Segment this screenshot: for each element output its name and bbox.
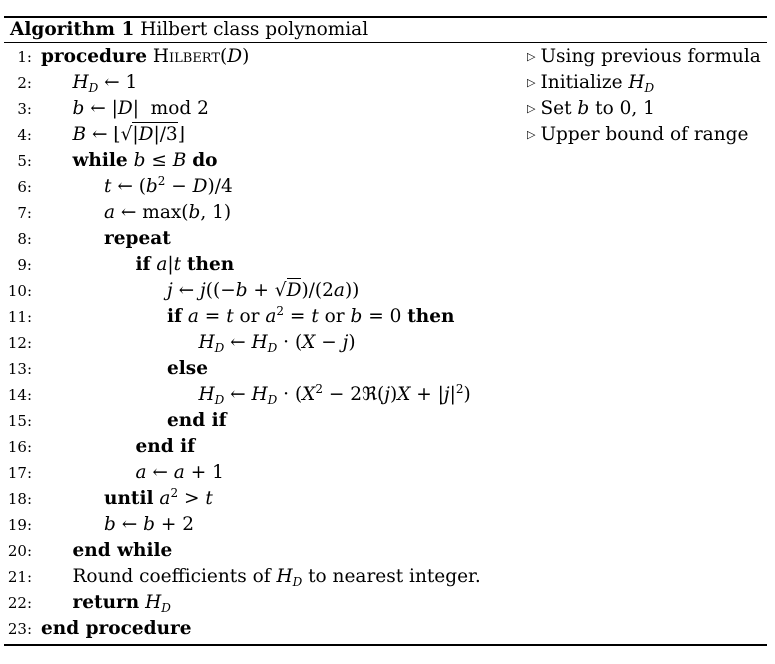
comment-triangle-icon: ▷ xyxy=(527,76,536,89)
comment-text: Set b to 0, 1 xyxy=(540,98,655,119)
algorithm-line xyxy=(0,330,775,356)
algorithm-line xyxy=(0,70,775,96)
algorithm-line xyxy=(0,408,775,434)
line-code: until $a^2 > t$ xyxy=(104,486,213,509)
top-rule xyxy=(4,16,767,18)
line-code: j ← j((−b + √D)/(2a)) xyxy=(167,280,360,301)
line-number: 11: xyxy=(7,308,32,326)
line-number: 22: xyxy=(7,594,32,612)
bottom-rule xyxy=(4,644,767,646)
algorithm-line xyxy=(0,44,775,70)
line-code: if a|t then xyxy=(135,254,235,275)
line-number: 17: xyxy=(7,464,32,482)
line-code: t ← $(b^2 - D)/4$ xyxy=(104,174,233,197)
line-code: end if xyxy=(167,410,227,431)
line-number: 16: xyxy=(7,438,32,456)
algorithm-line xyxy=(0,382,775,408)
algorithm-line xyxy=(0,486,775,512)
algorithm-line xyxy=(0,148,775,174)
comment-triangle-icon: ▷ xyxy=(527,50,536,63)
line-number: 3: xyxy=(17,100,32,118)
line-code: a ← a + 1 xyxy=(135,462,224,483)
algorithm-line xyxy=(0,226,775,252)
line-comment xyxy=(527,70,654,96)
line-code: B ← ⌊√|D|/3⌋ xyxy=(72,124,185,145)
line-comment xyxy=(527,96,655,122)
line-code: return $H_D$ xyxy=(72,592,171,615)
line-code: b ← |D| mod 2 xyxy=(72,98,209,119)
algorithm-line xyxy=(0,564,775,590)
line-code: if a = t or $a^2 = t$ or b = 0 then xyxy=(167,304,455,327)
algorithm-line xyxy=(0,122,775,148)
comment-triangle-icon: ▷ xyxy=(527,102,536,115)
line-number: 4: xyxy=(17,126,32,144)
line-number: 9: xyxy=(17,256,32,274)
algorithm-line xyxy=(0,460,775,486)
comment-triangle-icon: ▷ xyxy=(527,128,536,141)
algorithm-line xyxy=(0,538,775,564)
line-comment xyxy=(527,44,761,70)
comment-text: Initialize $H_D$ xyxy=(540,72,655,95)
line-number: 20: xyxy=(7,542,32,560)
algorithm-line xyxy=(0,96,775,122)
algorithm-title: Hilbert class polynomial xyxy=(140,19,369,40)
line-code: procedure Hilbert(D) xyxy=(41,46,250,67)
line-code: end if xyxy=(135,436,196,457)
algorithm-line xyxy=(0,200,775,226)
algorithm-line xyxy=(0,616,775,642)
line-number: 13: xyxy=(7,360,32,378)
line-number: 23: xyxy=(7,620,32,638)
line-code: $H_D$ ← $H_D \cdot (X^2$ − 2ℜ(j)X + $|j|^2$) xyxy=(198,382,471,407)
line-number: 12: xyxy=(7,334,32,352)
line-number: 1: xyxy=(17,48,32,66)
caption-rule xyxy=(4,42,767,43)
line-number: 18: xyxy=(7,490,32,508)
line-code: Round coefficients of $H_D$ to nearest integer. xyxy=(72,566,481,589)
algorithm-caption xyxy=(10,19,368,41)
algorithm-line xyxy=(0,434,775,460)
line-number: 21: xyxy=(7,568,32,586)
comment-text: Upper bound of range xyxy=(540,124,749,145)
line-code: $H_D$ ← $H_D \cdot (X - j)$ xyxy=(198,332,356,355)
line-code: else xyxy=(167,358,208,379)
algorithm-line xyxy=(0,252,775,278)
line-code: repeat xyxy=(104,228,171,249)
line-comment xyxy=(527,122,748,148)
algorithm-line xyxy=(0,304,775,330)
line-number: 10: xyxy=(7,282,32,300)
line-number: 15: xyxy=(7,412,32,430)
line-number: 5: xyxy=(17,152,32,170)
line-code: a ← max(b, 1) xyxy=(104,202,232,223)
line-code: end procedure xyxy=(41,618,192,639)
line-number: 7: xyxy=(17,204,32,222)
line-number: 8: xyxy=(17,230,32,248)
algorithm-line xyxy=(0,512,775,538)
line-number: 19: xyxy=(7,516,32,534)
line-number: 2: xyxy=(17,74,32,92)
line-code: b ← b + 2 xyxy=(104,514,194,535)
algorithm-line xyxy=(0,590,775,616)
line-code: while b ≤ B do xyxy=(72,150,218,171)
comment-text: Using previous formula xyxy=(540,46,761,67)
line-code: end while xyxy=(72,540,173,561)
line-code: $H_D$ ← 1 xyxy=(72,72,138,95)
algorithm-line xyxy=(0,174,775,200)
algorithm-line xyxy=(0,278,775,304)
algorithm-line xyxy=(0,356,775,382)
algorithm-label: Algorithm 1 xyxy=(10,19,135,40)
line-number: 14: xyxy=(7,386,32,404)
line-number: 6: xyxy=(17,178,32,196)
